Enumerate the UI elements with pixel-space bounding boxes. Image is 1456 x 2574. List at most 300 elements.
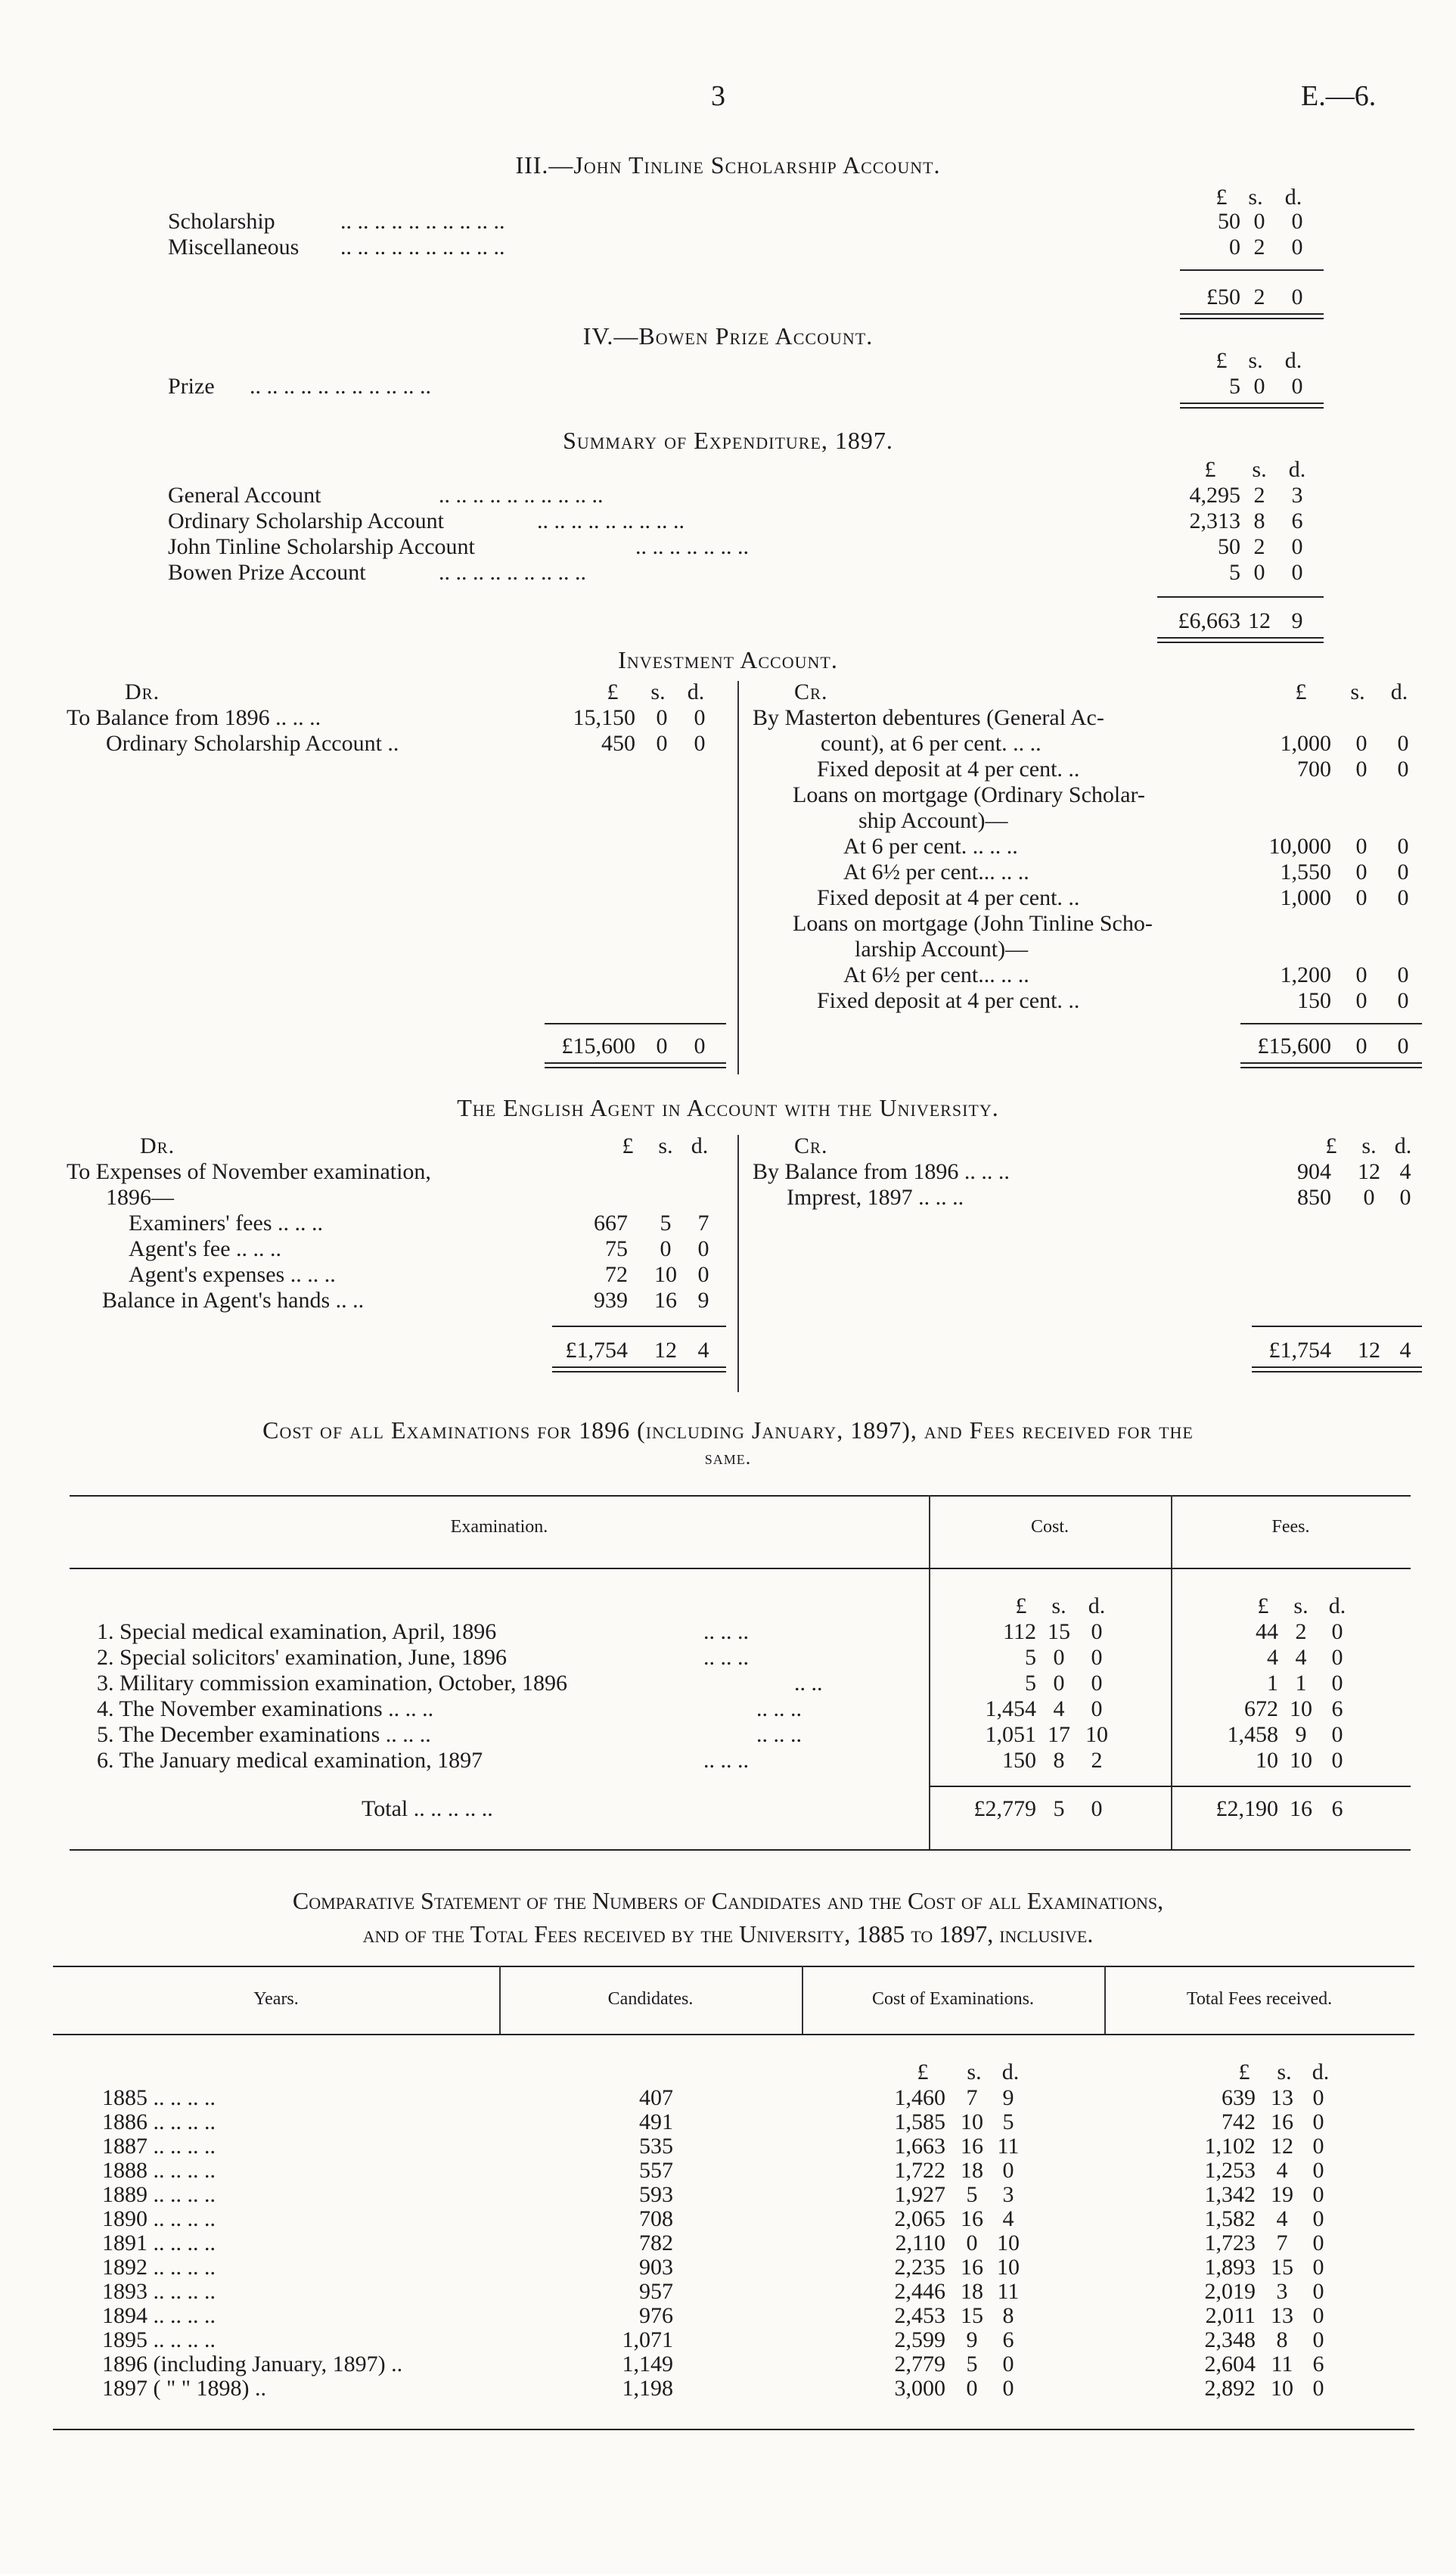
header-fees: Fees. xyxy=(1271,1517,1310,1537)
amount-pence: 0 xyxy=(1291,560,1303,585)
candidates-count: 1,198 xyxy=(622,2376,673,2401)
fees-shillings: 2 xyxy=(1295,1619,1307,1644)
amount-pounds: 150 xyxy=(1297,988,1331,1013)
double-rule xyxy=(1157,637,1324,643)
fees-pounds: 2,604 xyxy=(1204,2352,1256,2377)
fees-shillings: 16 xyxy=(1271,2109,1293,2134)
investment-cr-row xyxy=(0,964,1456,988)
amount-shillings: 0 xyxy=(1355,962,1368,987)
comparative-row xyxy=(0,2111,1456,2135)
cost-pence: 0 xyxy=(1091,1696,1103,1721)
amount-pence: 0 xyxy=(1397,860,1409,884)
row-text: Agent's expenses .. .. .. xyxy=(129,1262,336,1287)
fees-pounds: 1,102 xyxy=(1204,2134,1256,2159)
row-text: At 6½ per cent... .. .. xyxy=(843,860,1029,884)
exam-label: 5. The December examinations .. .. .. xyxy=(97,1722,431,1747)
fees-shillings: 4 xyxy=(1276,2206,1288,2231)
cost-pounds: 1,722 xyxy=(894,2158,945,2183)
candidates-count: 535 xyxy=(639,2134,673,2159)
cr-total-shillings: 12 xyxy=(1358,1338,1380,1363)
row-text: At 6½ per cent... .. .. xyxy=(843,962,1029,987)
total-rule xyxy=(929,1786,1411,1787)
fees-pounds: 1,458 xyxy=(1227,1722,1278,1747)
total-fees-shillings: 16 xyxy=(1290,1796,1312,1821)
rule xyxy=(1252,1326,1422,1327)
amount-pence: 9 xyxy=(697,1288,709,1313)
exam-label: 1. Special medical examination, April, 1896 xyxy=(97,1619,497,1644)
year-label: 1893 .. .. .. .. xyxy=(102,2279,216,2304)
tinline-row xyxy=(0,236,1456,260)
pence-head: d. xyxy=(1284,185,1302,210)
amount-shillings: 0 xyxy=(1355,988,1368,1013)
row-text: By Masterton debentures (General Ac- xyxy=(753,705,1104,730)
cost-pence: 6 xyxy=(1002,2327,1014,2352)
pound-head: £ xyxy=(917,2060,929,2084)
year-label: 1887 .. .. .. .. xyxy=(102,2134,216,2159)
amount-shillings: 10 xyxy=(654,1262,677,1287)
tinline-title: III.—John Tinline Scholarship Account. xyxy=(515,151,941,179)
pound-head: £ xyxy=(1215,348,1228,373)
fees-pounds: 1,723 xyxy=(1204,2230,1256,2255)
cost-pence: 5 xyxy=(1002,2109,1014,2134)
comparative-row xyxy=(0,2329,1456,2353)
comparative-title: Comparative Statement of the Numbers of Candidates and the Cost of all Examinations, xyxy=(292,1887,1164,1914)
amount-shillings: 0 xyxy=(656,731,668,756)
amount-pence: 7 xyxy=(697,1211,709,1236)
pound-head: £ xyxy=(1015,1593,1027,1618)
investment-cr-row xyxy=(0,990,1456,1014)
pound-head: £ xyxy=(1238,2060,1250,2084)
fees-pence: 0 xyxy=(1312,2279,1324,2304)
amount-pounds: 850 xyxy=(1297,1185,1331,1210)
agent-dr-row xyxy=(0,1238,1456,1262)
cost-pence: 2 xyxy=(1091,1748,1103,1773)
exam-row xyxy=(0,1724,1456,1748)
pound-head: £ xyxy=(607,679,619,704)
cost-pounds: 1,460 xyxy=(894,2085,945,2110)
shilling-head: s. xyxy=(1248,185,1263,210)
cost-pounds: 2,110 xyxy=(895,2230,945,2255)
year-label: 1892 .. .. .. .. xyxy=(102,2255,216,2280)
header-rule xyxy=(70,1568,1411,1569)
amount-shillings: 16 xyxy=(654,1288,677,1313)
year-label: 1889 .. .. .. .. xyxy=(102,2182,216,2207)
year-label: 1897 ( " " 1898) .. xyxy=(102,2376,266,2401)
cost-pence: 11 xyxy=(997,2134,1020,2159)
amount-shillings: 0 xyxy=(1355,757,1368,782)
amount-shillings: 0 xyxy=(1363,1185,1375,1210)
fees-pounds: 672 xyxy=(1244,1696,1278,1721)
cost-shillings: 4 xyxy=(1053,1696,1065,1721)
year-label: 1886 .. .. .. .. xyxy=(102,2109,216,2134)
dr-total-pence: 0 xyxy=(694,1034,706,1059)
pence-head: d. xyxy=(1328,1593,1346,1618)
shilling-head: s. xyxy=(967,2060,982,2084)
row-text: Examiners' fees .. .. .. xyxy=(129,1211,323,1236)
agent-title: The English Agent in Account with the University. xyxy=(457,1094,999,1121)
fees-pence: 0 xyxy=(1331,1722,1343,1747)
investment-totals xyxy=(0,1035,1456,1059)
year-label: 1888 .. .. .. .. xyxy=(102,2158,216,2183)
cost-pence: 3 xyxy=(1002,2182,1014,2207)
comparative-row xyxy=(0,2208,1456,2232)
summary-total xyxy=(0,610,1456,634)
double-rule xyxy=(1240,1062,1422,1068)
pence-head: d. xyxy=(687,679,705,704)
row-text: ship Account)— xyxy=(858,808,1008,833)
row-leader: .. .. .. .. .. .. .. .. .. .. .. xyxy=(250,374,431,399)
table-bottom-rule xyxy=(70,1849,1411,1851)
fees-pounds: 4 xyxy=(1267,1645,1278,1670)
dr-total-shillings: 0 xyxy=(656,1034,668,1059)
amount-pence: 0 xyxy=(694,705,706,730)
row-leader: .. .. .. xyxy=(756,1722,802,1747)
comparative-row xyxy=(0,2087,1456,2111)
cost-pounds: 2,779 xyxy=(894,2352,945,2377)
year-label: 1894 .. .. .. .. xyxy=(102,2303,216,2328)
cost-pence: 0 xyxy=(1002,2376,1014,2401)
fees-pounds: 1,342 xyxy=(1204,2182,1256,2207)
credit-label: Cr. xyxy=(794,1133,828,1158)
cost-pounds: 1,927 xyxy=(894,2182,945,2207)
candidates-count: 782 xyxy=(639,2230,673,2255)
pence-head: d. xyxy=(1288,457,1306,482)
fees-pence: 6 xyxy=(1312,2352,1324,2377)
candidates-count: 903 xyxy=(639,2255,673,2280)
cost-pence: 0 xyxy=(1002,2352,1014,2377)
comparative-row xyxy=(0,2135,1456,2159)
cost-pence: 10 xyxy=(1085,1722,1108,1747)
pence-head: d. xyxy=(1001,2060,1020,2084)
shilling-head: s. xyxy=(1293,1593,1309,1618)
cost-title-line2: same. xyxy=(704,1447,752,1469)
cr-total-shillings: 0 xyxy=(1355,1034,1368,1059)
amount-pounds: 700 xyxy=(1297,757,1331,782)
exam-row xyxy=(0,1621,1456,1645)
amount-pounds: 667 xyxy=(594,1211,628,1236)
double-rule xyxy=(552,1366,726,1372)
candidates-count: 1,071 xyxy=(622,2327,673,2352)
cost-pounds: 2,453 xyxy=(894,2303,945,2328)
shilling-head: s. xyxy=(1361,1133,1377,1158)
tinline-row xyxy=(0,210,1456,235)
amount-shillings: 2 xyxy=(1253,483,1265,508)
fees-shillings: 1 xyxy=(1295,1671,1307,1696)
total-shillings: 2 xyxy=(1253,284,1265,309)
cost-pounds: 2,446 xyxy=(894,2279,945,2304)
bowen-title: IV.—Bowen Prize Account. xyxy=(582,322,874,350)
cost-shillings: 5 xyxy=(966,2352,978,2377)
comparative-row xyxy=(0,2280,1456,2305)
pence-head: d. xyxy=(1390,679,1408,704)
row-label: Ordinary Scholarship Account .. xyxy=(106,731,399,756)
row-label: To Balance from 1896 .. .. .. xyxy=(67,705,321,730)
fees-pence: 0 xyxy=(1312,2230,1324,2255)
row-text: By Balance from 1896 .. .. .. xyxy=(753,1159,1010,1184)
amount-shillings: 2 xyxy=(1253,235,1265,260)
cost-pence: 0 xyxy=(1002,2158,1014,2183)
row-text: To Expenses of November examination, xyxy=(67,1159,431,1184)
amount-pence: 0 xyxy=(1397,834,1409,859)
year-label: 1890 .. .. .. .. xyxy=(102,2206,216,2231)
cost-pounds: 3,000 xyxy=(894,2376,945,2401)
row-label: Ordinary Scholarship Account xyxy=(168,508,444,533)
shilling-head: s. xyxy=(1277,2060,1292,2084)
fees-pounds: 10 xyxy=(1256,1748,1278,1773)
comparative-row xyxy=(0,2256,1456,2280)
amount-pence: 0 xyxy=(1291,209,1303,234)
cost-pence: 0 xyxy=(1091,1671,1103,1696)
fees-pounds: 1,582 xyxy=(1204,2206,1256,2231)
row-text: Imprest, 1897 .. .. .. xyxy=(787,1185,964,1210)
total-pence: 0 xyxy=(1291,284,1303,309)
amount-pounds: 450 xyxy=(601,731,635,756)
cost-pence: 8 xyxy=(1002,2303,1014,2328)
shilling-head: s. xyxy=(658,1133,673,1158)
document-code: E.—6. xyxy=(1301,80,1377,112)
cost-pence: 0 xyxy=(1091,1619,1103,1644)
row-text: Loans on mortgage (Ordinary Scholar- xyxy=(793,782,1145,807)
fees-pence: 0 xyxy=(1312,2134,1324,2159)
amount-pence: 4 xyxy=(1399,1159,1411,1184)
fees-shillings: 7 xyxy=(1276,2230,1288,2255)
fees-pence: 0 xyxy=(1312,2085,1324,2110)
amount-pounds: 1,000 xyxy=(1280,731,1331,756)
fees-pence: 0 xyxy=(1312,2327,1324,2352)
cost-shillings: 17 xyxy=(1048,1722,1070,1747)
agent-cr-row xyxy=(0,1186,1456,1211)
investment-cr-row xyxy=(0,707,1456,731)
amount-shillings: 0 xyxy=(1355,834,1368,859)
cost-pounds: 5 xyxy=(1025,1645,1036,1670)
tinline-total xyxy=(0,286,1456,310)
agent-dr-row xyxy=(0,1289,1456,1313)
investment-cr-row xyxy=(0,887,1456,911)
fees-shillings: 4 xyxy=(1276,2158,1288,2183)
amount-pence: 0 xyxy=(697,1262,709,1287)
cost-pounds: 1,663 xyxy=(894,2134,945,2159)
cost-pounds: 2,235 xyxy=(894,2255,945,2280)
row-text: count), at 6 per cent. .. .. xyxy=(821,731,1042,756)
candidates-count: 1,149 xyxy=(622,2352,673,2377)
exam-label: 4. The November examinations .. .. .. xyxy=(97,1696,434,1721)
pound-head: £ xyxy=(1257,1593,1269,1618)
row-leader: .. .. .. xyxy=(703,1619,749,1644)
amount-pounds: 1,200 xyxy=(1280,962,1331,987)
total-shillings: 12 xyxy=(1248,608,1271,633)
table-bottom-rule xyxy=(53,2429,1414,2430)
year-label: 1895 .. .. .. .. xyxy=(102,2327,216,2352)
row-leader: .. .. .. .. .. .. .. xyxy=(635,534,749,559)
header-cost: Cost. xyxy=(1030,1517,1069,1537)
fees-pounds: 639 xyxy=(1222,2085,1256,2110)
row-text: At 6 per cent. .. .. .. xyxy=(843,834,1018,859)
candidates-count: 491 xyxy=(639,2109,673,2134)
cost-shillings: 16 xyxy=(961,2206,983,2231)
cost-shillings: 18 xyxy=(961,2158,983,2183)
candidates-count: 593 xyxy=(639,2182,673,2207)
exam-label: 2. Special solicitors' examination, June, 1896 xyxy=(97,1645,507,1670)
header-cost: Cost of Examinations. xyxy=(872,1989,1034,2009)
exam-label: 6. The January medical examination, 1897 xyxy=(97,1748,483,1773)
investment-cr-row xyxy=(0,861,1456,885)
page-number: 3 xyxy=(711,80,725,112)
cost-shillings: 0 xyxy=(966,2376,978,2401)
credit-label: Cr. xyxy=(794,679,828,704)
fees-shillings: 9 xyxy=(1295,1722,1307,1747)
fees-shillings: 10 xyxy=(1290,1696,1312,1721)
fees-shillings: 11 xyxy=(1271,2352,1293,2377)
row-leader: .. .. .. .. .. .. .. .. .. .. xyxy=(439,483,604,508)
row-leader: .. .. xyxy=(794,1671,823,1696)
fees-pounds: 2,011 xyxy=(1205,2303,1256,2328)
investment-cr-row xyxy=(0,732,1456,757)
pence-head: d. xyxy=(1312,2060,1330,2084)
amount-pounds: 10,000 xyxy=(1268,834,1331,859)
amount-shillings: 0 xyxy=(1355,731,1368,756)
cr-total-pence: 0 xyxy=(1397,1034,1409,1059)
candidates-count: 407 xyxy=(639,2085,673,2110)
header-years: Years. xyxy=(253,1989,299,2009)
row-leader: .. .. .. xyxy=(703,1645,749,1670)
amount-pence: 0 xyxy=(694,731,706,756)
exam-total-row xyxy=(0,1798,1456,1822)
fees-shillings: 19 xyxy=(1271,2182,1293,2207)
double-rule xyxy=(1252,1366,1422,1372)
fees-pence: 0 xyxy=(1331,1748,1343,1773)
amount-pounds: 1,550 xyxy=(1280,860,1331,884)
total-fees-pounds: £2,190 xyxy=(1215,1796,1278,1821)
row-text: larship Account)— xyxy=(855,937,1029,962)
cost-shillings: 18 xyxy=(961,2279,983,2304)
summary-row xyxy=(0,561,1456,586)
amount-pence: 0 xyxy=(1397,731,1409,756)
fees-pounds: 1 xyxy=(1267,1671,1278,1696)
cost-shillings: 0 xyxy=(1053,1671,1065,1696)
fees-shillings: 13 xyxy=(1271,2303,1293,2328)
comparative-row xyxy=(0,2305,1456,2329)
summary-row xyxy=(0,484,1456,508)
total-fees-pence: 6 xyxy=(1331,1796,1343,1821)
cost-pounds: 2,065 xyxy=(894,2206,945,2231)
fees-shillings: 12 xyxy=(1271,2134,1293,2159)
cost-pence: 10 xyxy=(997,2230,1020,2255)
fees-pence: 6 xyxy=(1331,1696,1343,1721)
pence-head: d. xyxy=(1284,348,1302,373)
fees-pounds: 44 xyxy=(1256,1619,1278,1644)
comparative-row xyxy=(0,2184,1456,2208)
fees-pence: 0 xyxy=(1312,2376,1324,2401)
investment-cr-row xyxy=(0,835,1456,860)
total-label: Total .. .. .. .. .. xyxy=(362,1796,493,1821)
shilling-head: s. xyxy=(1051,1593,1066,1618)
amount-pounds: 50 xyxy=(1218,534,1240,559)
total-pounds: £6,663 xyxy=(1178,608,1240,633)
cost-pounds: 150 xyxy=(1002,1748,1036,1773)
header-candidates: Candidates. xyxy=(607,1989,694,2009)
double-rule xyxy=(1180,313,1324,319)
amount-pence: 0 xyxy=(1397,885,1409,910)
rule xyxy=(1240,1023,1422,1024)
fees-pence: 0 xyxy=(1312,2206,1324,2231)
rule xyxy=(1180,269,1324,271)
exam-row xyxy=(0,1646,1456,1671)
fees-pence: 0 xyxy=(1312,2182,1324,2207)
row-text: Fixed deposit at 4 per cent. .. xyxy=(817,757,1080,782)
total-cost-shillings: 5 xyxy=(1053,1796,1065,1821)
cost-pounds: 1,454 xyxy=(985,1696,1036,1721)
comparative-title-line2: and of the Total Fees received by the University, 1885 to 1897, inclusive. xyxy=(362,1920,1094,1948)
fees-pounds: 2,019 xyxy=(1204,2279,1256,2304)
row-label: Scholarship xyxy=(168,209,275,234)
fees-shillings: 15 xyxy=(1271,2255,1293,2280)
amount-shillings: 0 xyxy=(1253,374,1265,399)
amount-pence: 0 xyxy=(1399,1185,1411,1210)
row-label: General Account xyxy=(168,483,321,508)
row-leader: .. .. .. xyxy=(756,1696,802,1721)
amount-pounds: 15,150 xyxy=(573,705,635,730)
row-label: John Tinline Scholarship Account xyxy=(168,534,475,559)
amount-shillings: 0 xyxy=(1355,885,1368,910)
exam-label: 3. Military commission examination, October, 1896 xyxy=(97,1671,568,1696)
cost-shillings: 5 xyxy=(966,2182,978,2207)
summary-title: Summary of Expenditure, 1897. xyxy=(563,427,893,454)
summary-row xyxy=(0,536,1456,560)
total-pounds: £50 xyxy=(1206,284,1240,309)
year-label: 1896 (including January, 1897) .. xyxy=(102,2352,403,2377)
amount-pounds: 939 xyxy=(594,1288,628,1313)
pence-head: d. xyxy=(1088,1593,1106,1618)
amount-pence: 0 xyxy=(697,1236,709,1261)
total-cost-pounds: £2,779 xyxy=(973,1796,1036,1821)
exam-row xyxy=(0,1749,1456,1774)
row-leader: .. .. .. .. .. .. .. .. .. xyxy=(439,560,586,585)
amount-pence: 0 xyxy=(1291,534,1303,559)
amount-pounds: 75 xyxy=(605,1236,628,1261)
investment-cr-row xyxy=(0,784,1456,808)
fees-pence: 0 xyxy=(1331,1619,1343,1644)
cost-shillings: 0 xyxy=(966,2230,978,2255)
cost-pence: 10 xyxy=(997,2255,1020,2280)
cost-pounds: 2,599 xyxy=(894,2327,945,2352)
row-label: Bowen Prize Account xyxy=(168,560,366,585)
row-label: Prize xyxy=(168,374,215,399)
amount-pence: 0 xyxy=(1397,962,1409,987)
header-examination: Examination. xyxy=(450,1517,548,1537)
fees-pounds: 742 xyxy=(1222,2109,1256,2134)
row-label: Miscellaneous xyxy=(168,235,300,260)
cost-pence: 11 xyxy=(997,2279,1020,2304)
amount-pence: 6 xyxy=(1291,508,1303,533)
agent-cr-row xyxy=(0,1161,1456,1185)
fees-shillings: 10 xyxy=(1290,1748,1312,1773)
amount-shillings: 8 xyxy=(1253,508,1265,533)
amount-pounds: 904 xyxy=(1297,1159,1331,1184)
investment-cr-row xyxy=(0,810,1456,834)
exam-row xyxy=(0,1672,1456,1696)
amount-pounds: 5 xyxy=(1229,374,1240,399)
cost-pence: 9 xyxy=(1002,2085,1014,2110)
cost-pounds: 112 xyxy=(1003,1619,1036,1644)
amount-pounds: 1,000 xyxy=(1280,885,1331,910)
amount-shillings: 12 xyxy=(1358,1159,1380,1184)
pound-head: £ xyxy=(1204,457,1216,482)
fees-shillings: 10 xyxy=(1271,2376,1293,2401)
exam-row xyxy=(0,1698,1456,1722)
row-leader: .. .. .. xyxy=(703,1748,749,1773)
pence-head: d. xyxy=(691,1133,709,1158)
total-cost-pence: 0 xyxy=(1091,1796,1103,1821)
